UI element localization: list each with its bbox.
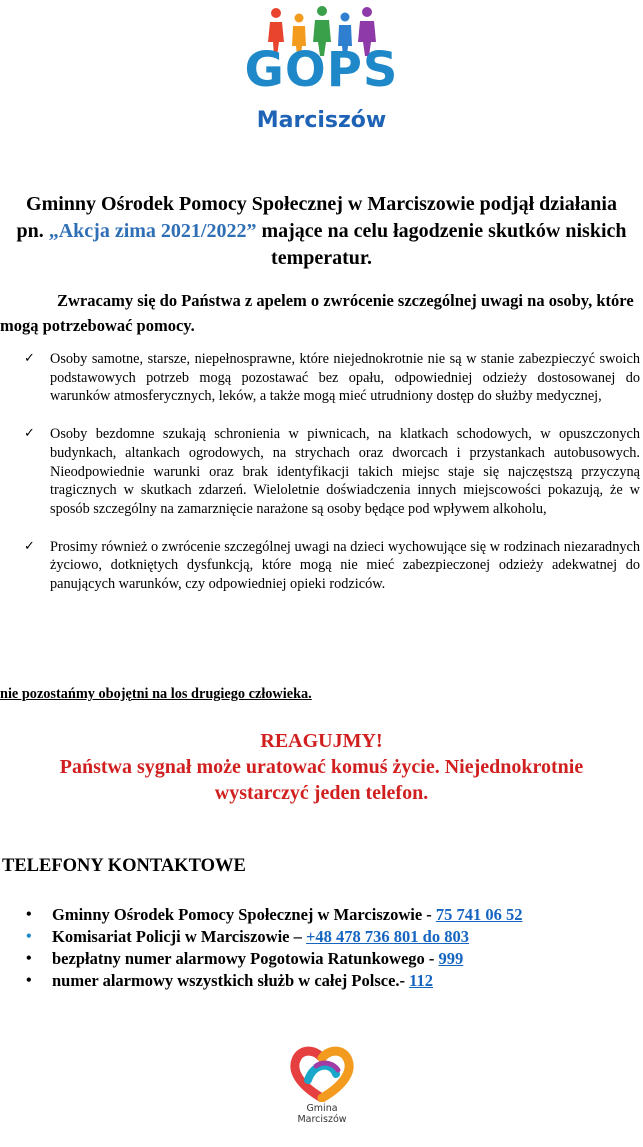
gops-logo <box>0 0 643 140</box>
react-title: REAGUJMY! <box>260 730 383 752</box>
phone-label: numer alarmowy wszystkich służb w całej Polsce.- <box>52 971 410 990</box>
list-item-text: Osoby samotne, starsze, niepełnosprawne, które niejednokrotnie nie są w stanie zabezpieczyć swoich podstawowych potrzeb mogą pozostawać bez opału, odpowiedniej odzieży dostosowanej do warunków atmosferycznych, leków, a także mogą mieć utrudniony dostęp do służby medycznej, <box>50 351 640 405</box>
bullet-icon: • <box>26 906 32 923</box>
phone-link-ambulance[interactable]: 999 <box>438 949 464 968</box>
list-item <box>20 350 640 406</box>
headline-part2: mające na celu łagodzenie skutków niskich temperatur. <box>256 220 627 269</box>
headline <box>10 191 633 272</box>
phone-item <box>26 926 523 948</box>
list-item <box>20 538 640 594</box>
react-line2: wystarczyć jeden telefon. <box>214 782 429 804</box>
react-callout <box>0 728 643 806</box>
gops-wordmark: GOPS <box>244 42 399 98</box>
appeal-paragraph: Zwracamy się do Państwa z apelem o zwrócenie szczególnej uwagi na osoby, które mogą potrzebować pomocy. <box>0 291 634 335</box>
phone-list <box>26 904 523 992</box>
phone-item <box>26 948 523 970</box>
campaign-name: „Akcja zima 2021/2022” <box>48 220 257 242</box>
indifference-note: nie pozostańmy obojętni na los drugiego człowieka. <box>0 686 312 702</box>
bullet-icon: • <box>26 928 32 945</box>
gmina-logo <box>280 1040 364 1140</box>
phone-link-emergency[interactable]: 112 <box>409 971 433 990</box>
check-icon: ✓ <box>24 351 35 366</box>
list-item-text: Prosimy również o zwrócenie szczególnej uwagi na dzieci wychowujące się w rodzinach niezaradnych życiowo, dotkniętych dysfunkcją, które mogą nie mieć zabezpieczonej odzieży adekwatnej do panujących warunków, czy odpowiedniej opieki rodziców. <box>50 538 640 593</box>
check-icon: ✓ <box>24 538 35 554</box>
phone-item <box>26 970 523 992</box>
phone-link-gops[interactable]: 75 741 06 52 <box>435 905 523 924</box>
gmina-heart-logo-icon <box>280 1040 364 1102</box>
bullet-icon: • <box>26 972 32 989</box>
list-item-text: Osoby bezdomne szukają schronienia w piwnicach, na klatkach schodowych, w opuszczonych budynkach, altankach ogrodowych, na strychach oraz dworcach i przystankach autobusowych. Nieodpowiednie warunki oraz brak identyfikacji takich miejsc staje się najczęstszą przyczyną tragicznych w skutkach zdarzeń. Wieloletnie doświadczenia innych miejscowości pokazują, że w sposób szczególny na zamarznięcie narażone są osoby będące pod wpływem alkoholu, <box>50 426 640 517</box>
headline-part1: Gminny Ośrodek Pomocy Społecznej w Marciszowie podjął działania pn. <box>16 193 617 242</box>
phone-label: bezpłatny numer alarmowy Pogotowia Ratunkowego - <box>52 949 439 968</box>
react-line1: Państwa sygnał może uratować komuś życie. Niejednokrotnie <box>59 756 584 778</box>
phone-link-police[interactable]: +48 478 736 801 do 803 <box>306 927 469 946</box>
checklist <box>20 350 640 613</box>
phone-label: Komisariat Policji w Marciszowie – <box>52 927 307 946</box>
gmina-line2: Marciszów <box>297 1114 347 1125</box>
phones-title: TELEFONY KONTAKTOWE <box>2 856 246 876</box>
gmina-label <box>280 1103 364 1125</box>
bullet-icon: • <box>26 950 32 967</box>
gops-subtitle: Marciszów <box>256 108 387 133</box>
gmina-line1: Gmina <box>306 1103 338 1114</box>
phone-label: Gminny Ośrodek Pomocy Społecznej w Marciszowie - <box>52 905 436 924</box>
list-item <box>20 425 640 519</box>
phone-item <box>26 904 523 926</box>
check-icon: ✓ <box>24 426 35 442</box>
